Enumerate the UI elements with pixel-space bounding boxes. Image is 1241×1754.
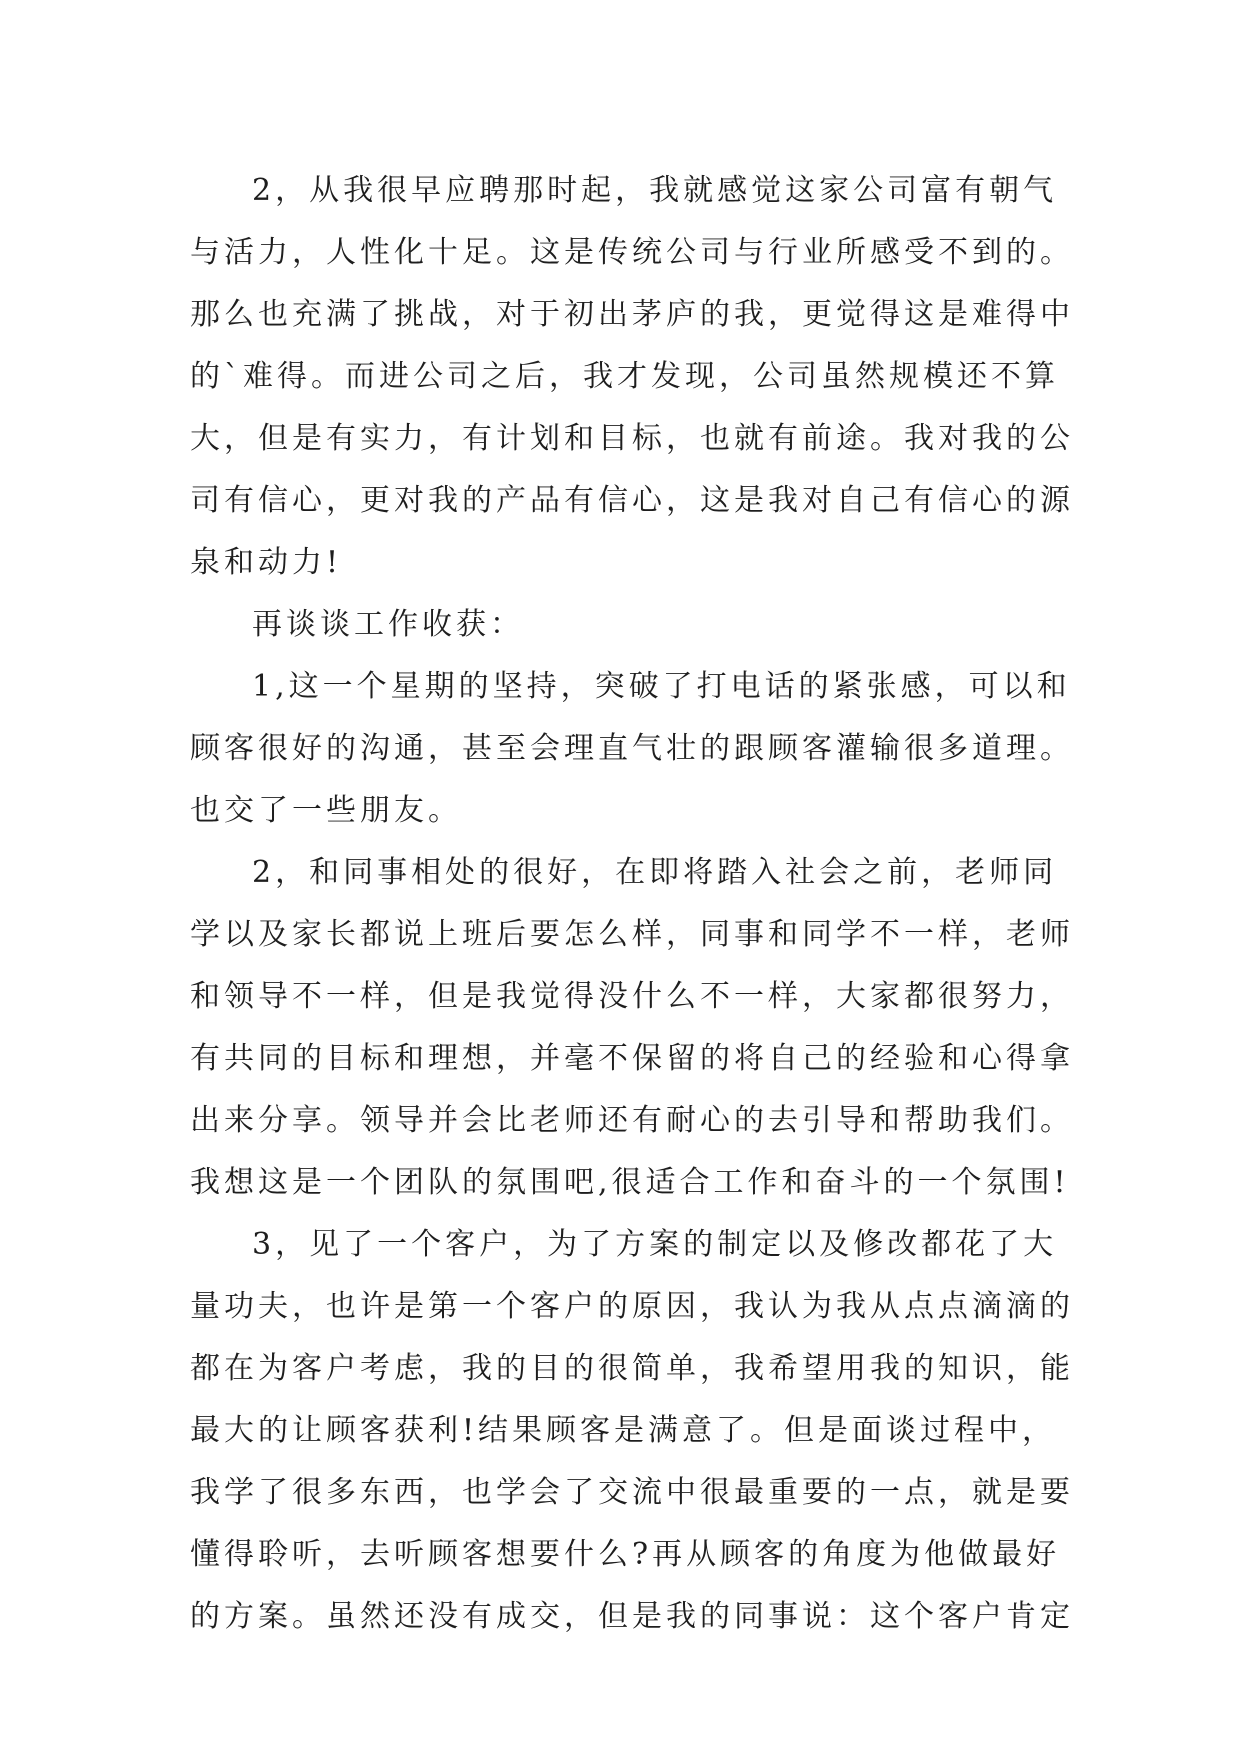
paragraph-line: 2，从我很早应聘那时起，我就感觉这家公司富有朝气 xyxy=(252,173,1058,208)
paragraph-line: 大，但是有实力，有计划和目标，也就有前途。我对我的公 xyxy=(190,421,1074,456)
paragraph-line: 3，见了一个客户，为了方案的制定以及修改都花了大 xyxy=(252,1227,1058,1262)
paragraph-line: 的方案。虽然还没有成交，但是我的同事说：这个客户肯定 xyxy=(190,1599,1074,1634)
paragraph-line: 1,这一个星期的坚持，突破了打电话的紧张感，可以和 xyxy=(252,669,1071,704)
paragraph-line: 顾客很好的沟通，甚至会理直气壮的跟顾客灌输很多道理。 xyxy=(190,731,1074,766)
paragraph-line: 出来分享。领导并会比老师还有耐心的去引导和帮助我们。 xyxy=(190,1103,1074,1138)
paragraph-line: 和领导不一样，但是我觉得没什么不一样，大家都很努力， xyxy=(190,979,1074,1014)
section-heading: 再谈谈工作收获： xyxy=(252,607,524,642)
paragraph-line: 司有信心，更对我的产品有信心，这是我对自己有信心的源 xyxy=(190,483,1074,518)
paragraph-line: 也交了一些朋友。 xyxy=(190,793,462,828)
paragraph-line: 我学了很多东西，也学会了交流中很最重要的一点，就是要 xyxy=(190,1475,1074,1510)
paragraph-line: 泉和动力! xyxy=(190,545,343,580)
paragraph-line: 都在为客户考虑，我的目的很简单，我希望用我的知识，能 xyxy=(190,1351,1074,1386)
document-body xyxy=(190,160,1074,1648)
paragraph-line: 我想这是一个团队的氛围吧,很适合工作和奋斗的一个氛围! xyxy=(190,1165,1070,1200)
paragraph-line: 的`难得。而进公司之后，我才发现，公司虽然规模还不算 xyxy=(190,359,1059,394)
paragraph-line: 与活力，人性化十足。这是传统公司与行业所感受不到的。 xyxy=(190,235,1074,270)
paragraph-line: 学以及家长都说上班后要怎么样，同事和同学不一样，老师 xyxy=(190,917,1074,952)
paragraph-line: 有共同的目标和理想，并毫不保留的将自己的经验和心得拿 xyxy=(190,1041,1074,1076)
paragraph-line: 最大的让顾客获利!结果顾客是满意了。但是面谈过程中， xyxy=(190,1413,1057,1448)
paragraph-line: 量功夫，也许是第一个客户的原因，我认为我从点点滴滴的 xyxy=(190,1289,1074,1324)
paragraph-line: 懂得聆听，去听顾客想要什么?再从顾客的角度为他做最好 xyxy=(190,1537,1061,1572)
paragraph-line: 那么也充满了挑战，对于初出茅庐的我，更觉得这是难得中 xyxy=(190,297,1074,332)
paragraph-line: 2，和同事相处的很好，在即将踏入社会之前，老师同 xyxy=(252,855,1058,890)
